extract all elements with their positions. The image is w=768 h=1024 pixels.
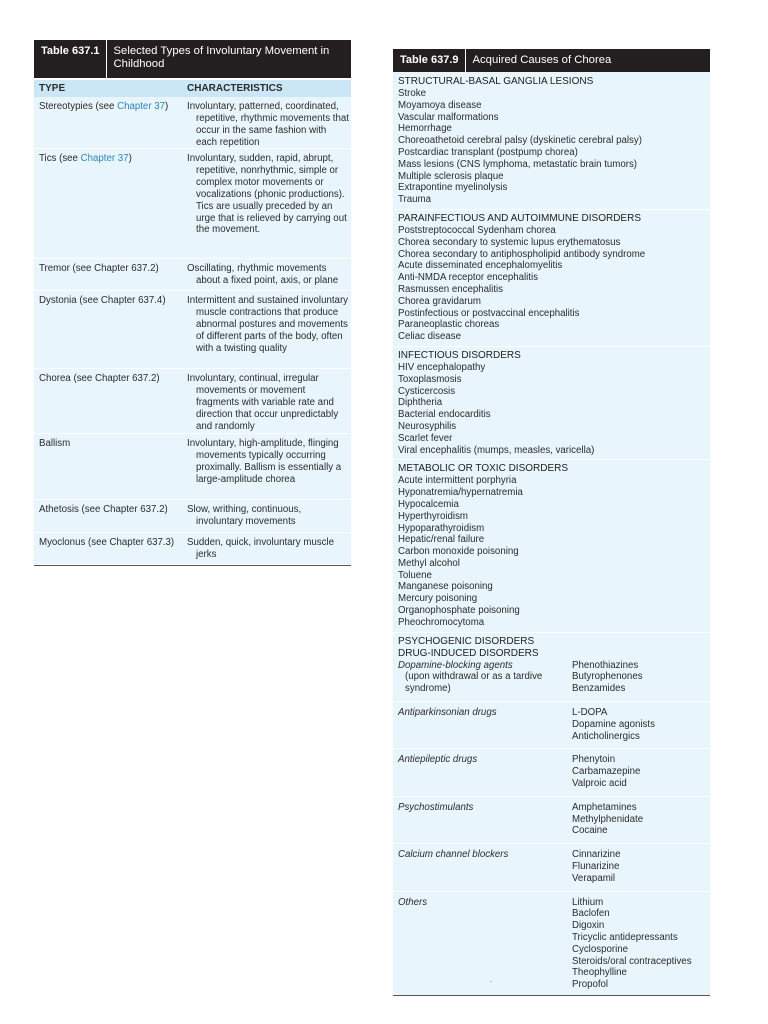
drug-agent: Phenothiazines: [572, 659, 639, 671]
drug-agent: Baclofen: [572, 908, 610, 920]
drug-agent: Carbamazepine: [572, 766, 641, 778]
table-row: [34, 500, 351, 533]
section-psychogenic: [393, 632, 710, 660]
table-row: [34, 434, 351, 500]
list-item: Multiple sclerosis plaque: [398, 170, 504, 182]
table-title: Selected Types of Involuntary Movement in Childhood: [113, 45, 330, 70]
type-cell: [34, 97, 187, 148]
table-row: [34, 533, 351, 565]
section: [393, 209, 710, 343]
drug-class-name: Antiparkinsonian drugs: [398, 707, 497, 719]
drug-class: [398, 707, 572, 742]
characteristics-cell: Slow, writhing, continuous, involuntary movements: [187, 504, 302, 527]
type-text: Stereotypies (see: [39, 101, 118, 112]
list-item: Anti-NMDA receptor encephalitis: [398, 272, 538, 284]
list-item: Moyamoya disease: [398, 99, 482, 111]
list-item: Toxoplasmosis: [398, 373, 462, 385]
list-item: Chorea gravidarum: [398, 295, 481, 307]
drug-class-name: Dopamine-blocking agents: [398, 659, 513, 671]
characteristics-cell: Involuntary, high-amplitude, flinging movements typically occurring proximally. Ballism is essentially a large-amplitude chorea: [187, 438, 342, 485]
drug-class-name: Calcium channel blockers: [398, 849, 509, 861]
drug-row: [393, 802, 710, 844]
drug-agent: Cyclosporine: [572, 943, 628, 955]
list-item: Chorea secondary to systemic lupus erythematosus: [398, 236, 621, 248]
chapter-link[interactable]: Chapter 37: [117, 101, 166, 112]
drug-agents: [572, 754, 710, 789]
list-item: Postcardiac transplant (postpump chorea): [398, 146, 578, 158]
drug-class-name: Others: [398, 896, 428, 908]
type-text: Dystonia (see Chapter 637.4): [39, 295, 166, 306]
table-row: [34, 291, 351, 369]
drug-class-name: Psychostimulants: [398, 801, 474, 813]
list-item: Methyl alcohol: [398, 557, 460, 569]
list-item: Hypoparathyroidism: [398, 522, 485, 534]
table-title: Acquired Causes of Chorea: [472, 54, 612, 66]
type-text: Myoclonus (see Chapter 637.3): [39, 537, 175, 548]
table-637-9: [393, 49, 710, 996]
list-item: Hyperthyroidism: [398, 510, 468, 522]
list-item: Toluene: [398, 569, 432, 581]
table-637-1: [34, 40, 351, 566]
type-text-suffix: ): [165, 101, 169, 112]
drug-class: [398, 660, 572, 695]
list-item: Cysticercosis: [398, 385, 456, 397]
chapter-link[interactable]: Chapter 37: [80, 153, 129, 164]
list-item: Hemorrhage: [398, 123, 452, 135]
type-cell: [34, 500, 187, 532]
type-text-suffix: ): [128, 153, 132, 164]
list-item: Carbon monoxide poisoning: [398, 546, 519, 558]
drug-row: [393, 707, 710, 749]
list-item: Chorea secondary to antiphospholipid antibody syndrome: [398, 248, 646, 260]
drug-agent: Cocaine: [572, 825, 608, 837]
column-header-characteristics: CHARACTERISTICS: [187, 83, 283, 94]
list-item: Extrapontine myelinolysis: [398, 182, 508, 194]
table-row: [34, 259, 351, 291]
list-item: Bacterial endocarditis: [398, 409, 491, 421]
list-item: Rasmussen encephalitis: [398, 283, 504, 295]
type-cell: [34, 259, 187, 290]
drug-class: [398, 897, 572, 991]
drug-agent: Dopamine agonists: [572, 718, 655, 730]
drug-agent: Valproic acid: [572, 778, 627, 790]
drug-agents: [572, 707, 710, 742]
drug-agent: Anticholinergics: [572, 730, 640, 742]
list-item: Choreoathetoid cerebral palsy (dyskinetic cerebral palsy): [398, 135, 642, 147]
list-item: Acute intermittent porphyria: [398, 475, 517, 487]
list-item: Scarlet fever: [398, 432, 453, 444]
drug-agents: [572, 660, 710, 695]
section-heading: STRUCTURAL-BASAL GANGLIA LESIONS: [398, 76, 594, 87]
column-header-type: TYPE: [39, 83, 66, 94]
table-header: [34, 40, 351, 78]
table-row: [34, 97, 351, 149]
drug-row: [393, 897, 710, 995]
table-row: [34, 149, 351, 259]
list-item: Hyponatremia/hypernatremia: [398, 487, 523, 499]
characteristics-cell: Intermittent and sustained involuntary muscle contractions that produce abnormal postures and movements of different parts of the body, often with a twisting quality: [187, 295, 349, 354]
drug-row: [393, 660, 710, 702]
type-cell: [34, 434, 187, 499]
drug-class: [398, 849, 572, 884]
drug-agent: Amphetamines: [572, 801, 637, 813]
characteristics-cell: Involuntary, sudden, rapid, abrupt, repetitive, nonrhythmic, simple or complex motor movements or vocalizations (phonic productions). Tics are usually preceded by an urge that is relieved by carrying out the movement.: [187, 153, 347, 236]
section-heading: DRUG-INDUCED DISORDERS: [398, 647, 539, 659]
drug-class: [398, 802, 572, 837]
characteristics-cell: Oscillating, rhythmic movements about a fixed point, axis, or plane: [187, 263, 339, 286]
drug-agent: Flunarizine: [572, 861, 620, 873]
list-item: HIV encephalopathy: [398, 361, 486, 373]
characteristics-cell: Involuntary, continual, irregular movements or movement fragments with variable rate and direction that occur unpredictably and randomly: [187, 373, 339, 432]
list-item: Pheochromocytoma: [398, 616, 485, 628]
list-item: Mercury poisoning: [398, 593, 478, 605]
drug-agent: Cinnarizine: [572, 849, 621, 861]
list-item: Mass lesions (CNS lymphoma, metastatic brain tumors): [398, 158, 638, 170]
section: [393, 459, 710, 628]
column-header-row: [34, 80, 351, 97]
list-item: Acute disseminated encephalomyelitis: [398, 260, 563, 272]
table-header: [393, 49, 710, 72]
list-item: Hepatic/renal failure: [398, 534, 485, 546]
type-cell: [34, 291, 187, 368]
table-bottom-rule: [34, 565, 351, 566]
list-item: Hypocalcemia: [398, 498, 459, 510]
type-text: Ballism: [39, 438, 71, 449]
list-item: Neurosyphilis: [398, 420, 457, 432]
section: [393, 76, 710, 206]
drug-agent: Phenytoin: [572, 754, 616, 766]
drug-agent: Lithium: [572, 896, 604, 908]
type-cell: [34, 369, 187, 433]
list-item: Stroke: [398, 88, 426, 99]
list-item: Manganese poisoning: [398, 581, 493, 593]
list-item: Postinfectious or postvaccinal encephalitis: [398, 307, 580, 319]
drug-agents: [572, 897, 710, 991]
drug-agent: Verapamil: [572, 872, 616, 884]
table-body: [393, 72, 710, 996]
characteristics-cell: Sudden, quick, involuntary muscle jerks: [187, 537, 335, 560]
type-text: Tremor (see Chapter 637.2): [39, 263, 159, 274]
type-cell: [34, 149, 187, 258]
drug-class: [398, 754, 572, 789]
drug-agent: L-DOPA: [572, 707, 608, 719]
characteristics-cell: Involuntary, patterned, coordinated, repetitive, rhythmic movements that occur in the same fashion with each repetition: [187, 101, 349, 148]
type-cell: [34, 533, 187, 564]
list-item: Paraneoplastic choreas: [398, 319, 500, 331]
drug-agent: Theophylline: [572, 967, 627, 979]
list-item: Trauma: [398, 194, 432, 206]
table-number: Table 637.1: [34, 40, 107, 78]
section-heading: METABOLIC OR TOXIC DISORDERS: [398, 463, 569, 475]
type-text: Athetosis (see Chapter 637.2): [39, 504, 168, 515]
table-number: Table 637.9: [393, 49, 466, 72]
drug-agent: Steroids/oral contraceptives: [572, 955, 692, 967]
list-item: Poststreptococcal Sydenham chorea: [398, 224, 556, 236]
page-mark: .: [490, 975, 493, 984]
list-item: Celiac disease: [398, 331, 462, 343]
drug-agent: Propofol: [572, 979, 609, 991]
drug-row: [393, 754, 710, 796]
drug-agents: [572, 802, 710, 837]
drug-class-name: Antiepileptic drugs: [398, 754, 478, 766]
type-text: Tics (see: [39, 153, 81, 164]
list-item: Viral encephalitis (mumps, measles, varicella): [398, 444, 595, 456]
section-heading: PSYCHOGENIC DISORDERS: [398, 635, 535, 647]
drug-agent: Digoxin: [572, 920, 605, 932]
drug-agent: Tricyclic antidepressants: [572, 932, 678, 944]
drug-class-note: (upon withdrawal or as a tardive syndrome): [405, 671, 543, 695]
list-item: Diphtheria: [398, 397, 443, 409]
drug-agent: Butyrophenones: [572, 671, 643, 683]
list-item: Organophosphate poisoning: [398, 605, 520, 617]
drug-row: [393, 849, 710, 891]
drug-agents: [572, 849, 710, 884]
list-item: Vascular malformations: [398, 111, 499, 123]
section-heading: INFECTIOUS DISORDERS: [398, 349, 521, 361]
section-heading: PARAINFECTIOUS AND AUTOIMMUNE DISORDERS: [398, 212, 641, 224]
drug-agent: Methylphenidate: [572, 813, 644, 825]
drug-agent: Benzamides: [572, 683, 626, 695]
table-row: [34, 369, 351, 434]
type-text: Chorea (see Chapter 637.2): [39, 373, 160, 384]
section: [393, 346, 710, 456]
